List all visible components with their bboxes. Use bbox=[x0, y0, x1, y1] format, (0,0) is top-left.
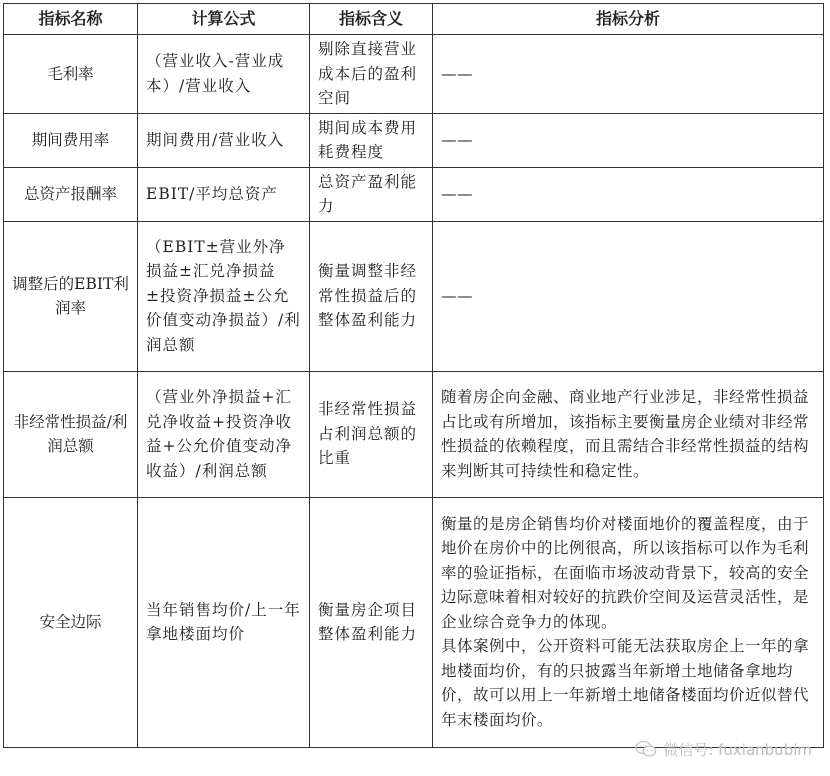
indicator-analysis: 衡量的是房企销售均价对楼面地价的覆盖程度，由于地价在房价中的比例很高，所以该指标可以作为毛利率的验证指标，在面临市场波动背景下，较高的安全边际意味着相对较好的抗跌价空间及运营灵活性，是企业综合竞争力的体现。 具体案例中，公开资料可能无法获取房企上一年的拿地楼面均价，有的只披露当年新增土地储备拿地均价，故可以用上一年新增土地储备楼面均价近似替代年末楼面均价。 bbox=[433, 497, 824, 747]
table-row bbox=[4, 221, 824, 371]
indicator-name: 毛利率 bbox=[4, 35, 138, 114]
indicator-analysis: —— bbox=[433, 113, 824, 167]
watermark-text: 微信号: fuxianbubim bbox=[663, 740, 812, 759]
indicator-analysis: —— bbox=[433, 35, 824, 114]
indicator-name: 安全边际 bbox=[4, 497, 138, 747]
indicator-formula: （营业外净损益+汇兑净收益+投资净收益+公允价值变动净收益）/利润总额 bbox=[138, 371, 310, 497]
header-indicator-name: 指标名称 bbox=[4, 4, 138, 35]
table-row bbox=[4, 371, 824, 497]
header-analysis: 指标分析 bbox=[433, 4, 824, 35]
indicator-formula: 当年销售均价/上一年拿地楼面均价 bbox=[138, 497, 310, 747]
indicator-name: 非经常性损益/利润总额 bbox=[4, 371, 138, 497]
wechat-watermark bbox=[635, 735, 812, 763]
indicator-meaning: 剔除直接营业成本后的盈利空间 bbox=[310, 35, 433, 114]
indicator-name: 总资产报酬率 bbox=[4, 167, 138, 221]
indicator-analysis: 随着房企向金融、商业地产行业涉足，非经常性损益占比或有所增加，该指标主要衡量房企业绩对非经常性损益的依赖程度，而且需结合非经常性损益的结构来判断其可持续性和稳定性。 bbox=[433, 371, 824, 497]
indicator-meaning: 衡量房企项目整体盈利能力 bbox=[310, 497, 433, 747]
indicator-name: 期间费用率 bbox=[4, 113, 138, 167]
header-row bbox=[4, 4, 824, 35]
indicator-table bbox=[3, 3, 824, 748]
indicator-meaning: 非经常性损益占利润总额的比重 bbox=[310, 371, 433, 497]
table-row bbox=[4, 497, 824, 747]
indicator-meaning: 总资产盈利能力 bbox=[310, 167, 433, 221]
table-row bbox=[4, 167, 824, 221]
wechat-icon bbox=[635, 740, 657, 758]
table-row bbox=[4, 35, 824, 114]
header-meaning: 指标含义 bbox=[310, 4, 433, 35]
indicator-analysis: —— bbox=[433, 167, 824, 221]
indicator-formula: EBIT/平均总资产 bbox=[138, 167, 310, 221]
header-formula: 计算公式 bbox=[138, 4, 310, 35]
indicator-analysis: —— bbox=[433, 221, 824, 371]
table-row bbox=[4, 113, 824, 167]
indicator-meaning: 衡量调整非经常性损益后的整体盈利能力 bbox=[310, 221, 433, 371]
indicator-formula: （营业收入-营业成本）/营业收入 bbox=[138, 35, 310, 114]
indicator-formula: 期间费用/营业收入 bbox=[138, 113, 310, 167]
indicator-name: 调整后的EBIT利润率 bbox=[4, 221, 138, 371]
indicator-meaning: 期间成本费用耗费程度 bbox=[310, 113, 433, 167]
indicator-formula: （EBIT±营业外净损益±汇兑净损益±投资净损益±公允价值变动净损益）/利润总额 bbox=[138, 221, 310, 371]
